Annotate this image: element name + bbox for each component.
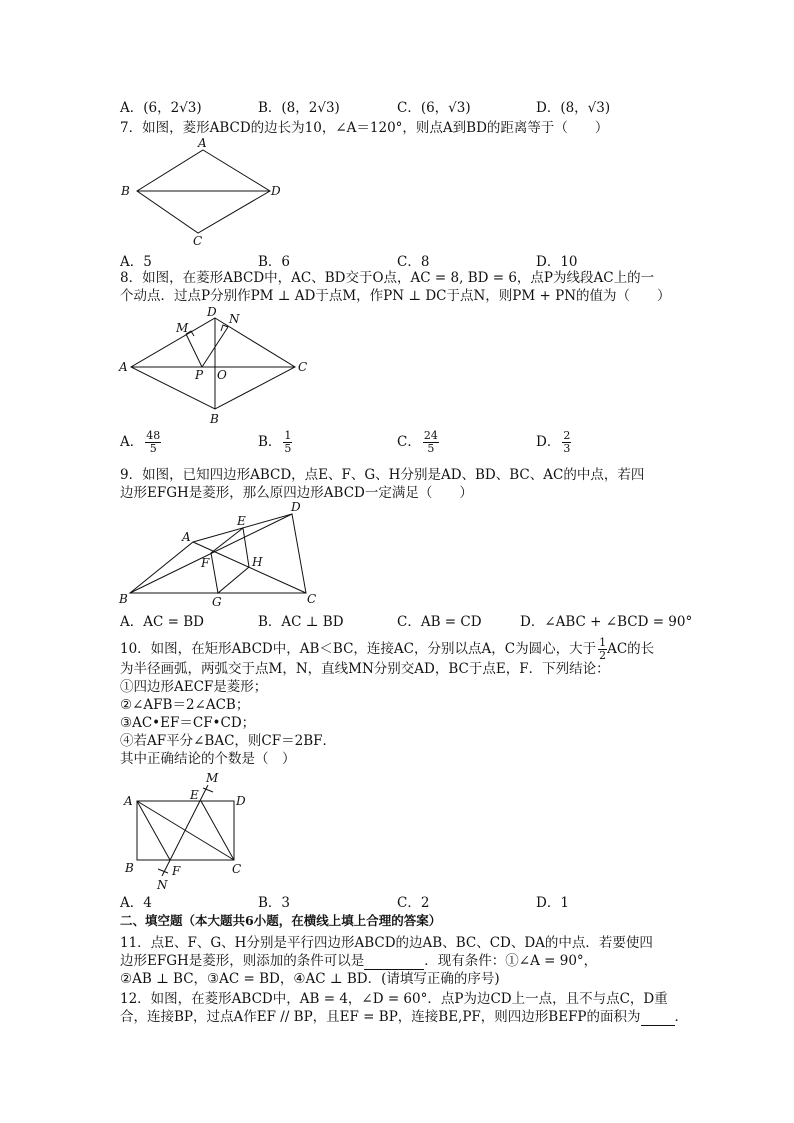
q8-option-a: A． $\frac{48}{5}$ — [120, 429, 161, 455]
q10-label-n: N — [157, 878, 168, 892]
q7-label-b: B — [121, 184, 130, 198]
q6-option-d: D．(8，√3) — [536, 100, 611, 116]
q12-line2: 合，连接BP，过点A作EF // BP，且EF = BP，连接BE,PF，则四边形BEFP的面积为 ． — [120, 1009, 689, 1025]
q8-label-d: D — [207, 305, 217, 319]
q10-option-c: C．2 — [397, 895, 430, 911]
q9-label-f: F — [201, 556, 210, 570]
q7-label-c: C — [193, 234, 203, 248]
q9-stem-line2: 边形EFGH是菱形，那么原四边形ABCD一定满足（ ） — [120, 485, 473, 501]
q8-label-p: P — [195, 368, 204, 382]
q8-label-c: C — [298, 360, 308, 374]
q8-label-b: B — [210, 412, 219, 426]
q10-stem-line2: 为半径画弧，两弧交于点M，N，直线MN分别交AD，BC于点E，F．下列结论： — [120, 661, 610, 677]
q7-option-b: B．6 — [258, 254, 291, 270]
q8-stem-line2: 个动点．过点P分别作PM ⊥ AD于点M，作PN ⊥ DC于点N，则PM + PN的值为（ ） — [120, 288, 671, 304]
q9-label-c: C — [307, 592, 317, 606]
q8-label-o: O — [217, 368, 227, 382]
q10-label-f: F — [172, 864, 181, 878]
q9-option-d: D．∠ABC + ∠BCD = 90° — [520, 614, 693, 630]
section-2-heading: 二、填空题（本大题共6小题，在横线上填上合理的答案） — [120, 913, 442, 928]
q9-label-h: H — [252, 555, 263, 569]
q10-option-b: B．3 — [258, 895, 291, 911]
q10-label-b: B — [125, 861, 134, 875]
q10-label-e: E — [190, 788, 199, 802]
q10-conclusion-3: ③AC•EF＝CF•CD； — [120, 715, 256, 731]
q9-label-d: D — [291, 500, 301, 514]
q11-line3: ②AB ⊥ BC，③AC = BD，④AC ⊥ BD．(请填写正确的序号) — [120, 971, 500, 987]
q9-stem-line1: 9．如图，已知四边形ABCD，点E、F、G、H分别是AD、BD、BC、AC的中点，若四 — [120, 467, 645, 483]
q10-question: 其中正确结论的个数是（ ） — [120, 751, 296, 767]
q8-label-m: M — [176, 321, 189, 335]
q8-option-c: C． $\frac{24}{5}$ — [397, 429, 438, 455]
q6-option-c: C．(6，√3) — [397, 100, 471, 116]
q7-option-c: C．8 — [397, 254, 430, 270]
q7-label-a: A — [198, 136, 207, 150]
q9-label-e: E — [237, 514, 246, 528]
q10-conclusion-4: ④若AF平分∠BAC，则CF＝2BF． — [120, 733, 336, 749]
q7-option-a: A．5 — [120, 254, 152, 270]
q8-stem-line1: 8．如图，在菱形ABCD中，AC、BD交于O点，AC = 8, BD = 6，点P为线段AC上的一 — [120, 270, 655, 286]
q10-stem-line1: 10．如图，在矩形ABCD中，AB＜BC，连接AC，分别以点A，C为圆心，大于 $\frac{1}{2}$ AC的长 — [120, 636, 655, 662]
q8-option-b: B． $\frac{1}{5}$ — [258, 429, 292, 455]
q10-label-c: C — [232, 862, 242, 876]
q9-label-a: A — [182, 530, 191, 544]
q8-option-d: D． $\frac{2}{3}$ — [536, 429, 571, 455]
q10-option-a: A．4 — [120, 895, 152, 911]
q10-conclusion-1: ①四边形AECF是菱形； — [120, 679, 268, 695]
q7-label-d: D — [271, 184, 281, 198]
q11-line1: 11．点E、F、G、H分别是平行四边形ABCD的边AB、BC、CD、DA的中点．若要使四 — [120, 935, 653, 951]
q8-label-n: N — [229, 312, 240, 326]
q12-line1: 12．如图，在菱形ABCD中，AB = 4，∠D = 60°．点P为边CD上一点，且不与点C，D重 — [120, 991, 668, 1007]
q10-label-d: D — [236, 794, 246, 808]
q7-stem: 7．如图，菱形ABCD的边长为10，∠A＝120°，则点A到BD的距离等于（ ） — [120, 120, 609, 136]
q11-line2: 边形EFGH是菱形，则添加的条件可以是 ．现有条件：①∠A = 90°， — [120, 953, 598, 969]
q9-option-a: A．AC = BD — [120, 614, 204, 630]
q9-label-b: B — [119, 592, 128, 606]
q8-label-a: A — [119, 360, 128, 374]
q9-option-c: C．AB = CD — [397, 614, 482, 630]
q10-label-m: M — [206, 771, 219, 785]
q9-label-g: G — [212, 595, 222, 609]
q10-label-a: A — [124, 794, 133, 808]
q10-option-d: D．1 — [536, 895, 569, 911]
q9-option-b: B．AC ⊥ BD — [258, 614, 344, 630]
q10-conclusion-2: ②∠AFB＝2∠ACB； — [120, 697, 250, 713]
q6-option-a: A．(6，2√3) — [120, 100, 202, 116]
q12-answer-blank[interactable] — [641, 1009, 675, 1026]
q6-option-b: B．(8，2√3) — [258, 100, 340, 116]
q11-answer-blank[interactable] — [364, 953, 424, 970]
q7-option-d: D．10 — [536, 254, 578, 270]
